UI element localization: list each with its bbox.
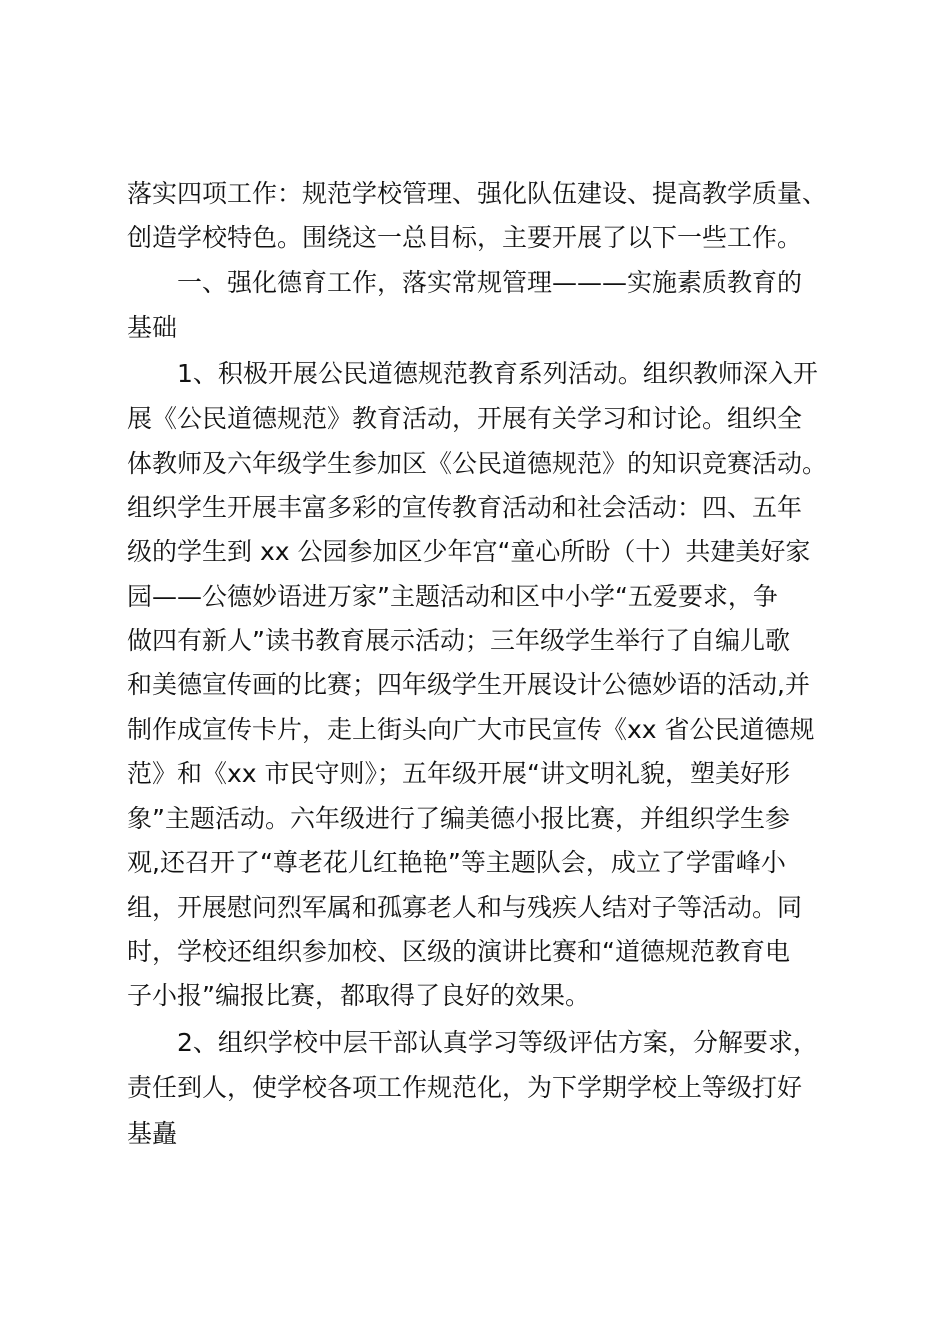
- paragraph-1-line: 制作成宣传卡片，走上街头向广大市民宣传《xx 省公民道德规: [127, 715, 815, 744]
- paragraph-1-line: 做四有新人”读书教育展示活动；三年级学生举行了自编儿歌: [127, 626, 790, 655]
- text-line: 落实四项工作：规范学校管理、强化队伍建设、提高教学质量、: [127, 179, 828, 208]
- paragraph-2-line: 责任到人，使学校各项工作规范化，为下学期学校上等级打好: [127, 1073, 803, 1102]
- paragraph-1-line: 1、积极开展公民道德规范教育系列活动。组织教师深入开: [177, 359, 818, 388]
- paragraph-1-line: 子小报”编报比赛，都取得了良好的效果。: [127, 981, 590, 1010]
- paragraph-1-line: 和美德宣传画的比赛；四年级学生开展设计公德妙语的活动,并: [127, 670, 810, 699]
- paragraph-1-line: 象”主题活动。六年级进行了编美德小报比赛，并组织学生参: [127, 804, 790, 833]
- paragraph-2-line: 基矗: [127, 1119, 178, 1148]
- paragraph-2-line: 2、组织学校中层干部认真学习等级评估方案，分解要求，: [177, 1028, 818, 1057]
- section-heading-continued: 基础: [127, 313, 178, 342]
- paragraph-1-line: 时，学校还组织参加校、区级的演讲比赛和“道德规范教育电: [127, 937, 790, 966]
- paragraph-1-line: 体教师及六年级学生参加区《公民道德规范》的知识竞赛活动。: [127, 449, 828, 478]
- paragraph-1-line: 范》和《xx 市民守则》；五年级开展“讲文明礼貌，塑美好形: [127, 759, 790, 788]
- paragraph-1-line: 组，开展慰问烈军属和孤寡老人和与残疾人结对子等活动。同: [127, 893, 803, 922]
- paragraph-1-line: 展《公民道德规范》教育活动，开展有关学习和讨论。组织全: [127, 404, 803, 433]
- section-heading: 一、强化德育工作，落实常规管理———实施素质教育的: [177, 268, 803, 297]
- paragraph-1-line: 观,还召开了“尊老花儿红艳艳”等主题队会，成立了学雷峰小: [127, 848, 786, 877]
- paragraph-1-line: 组织学生开展丰富多彩的宣传教育活动和社会活动：四、五年: [127, 493, 803, 522]
- paragraph-1-line: 级的学生到 xx 公园参加区少年宫“童心所盼（十）共建美好家: [127, 537, 811, 566]
- text-line: 创造学校特色。围绕这一总目标，主要开展了以下一些工作。: [127, 223, 803, 252]
- paragraph-1-line: 园——公德妙语进万家”主题活动和区中小学“五爱要求，争: [127, 582, 778, 611]
